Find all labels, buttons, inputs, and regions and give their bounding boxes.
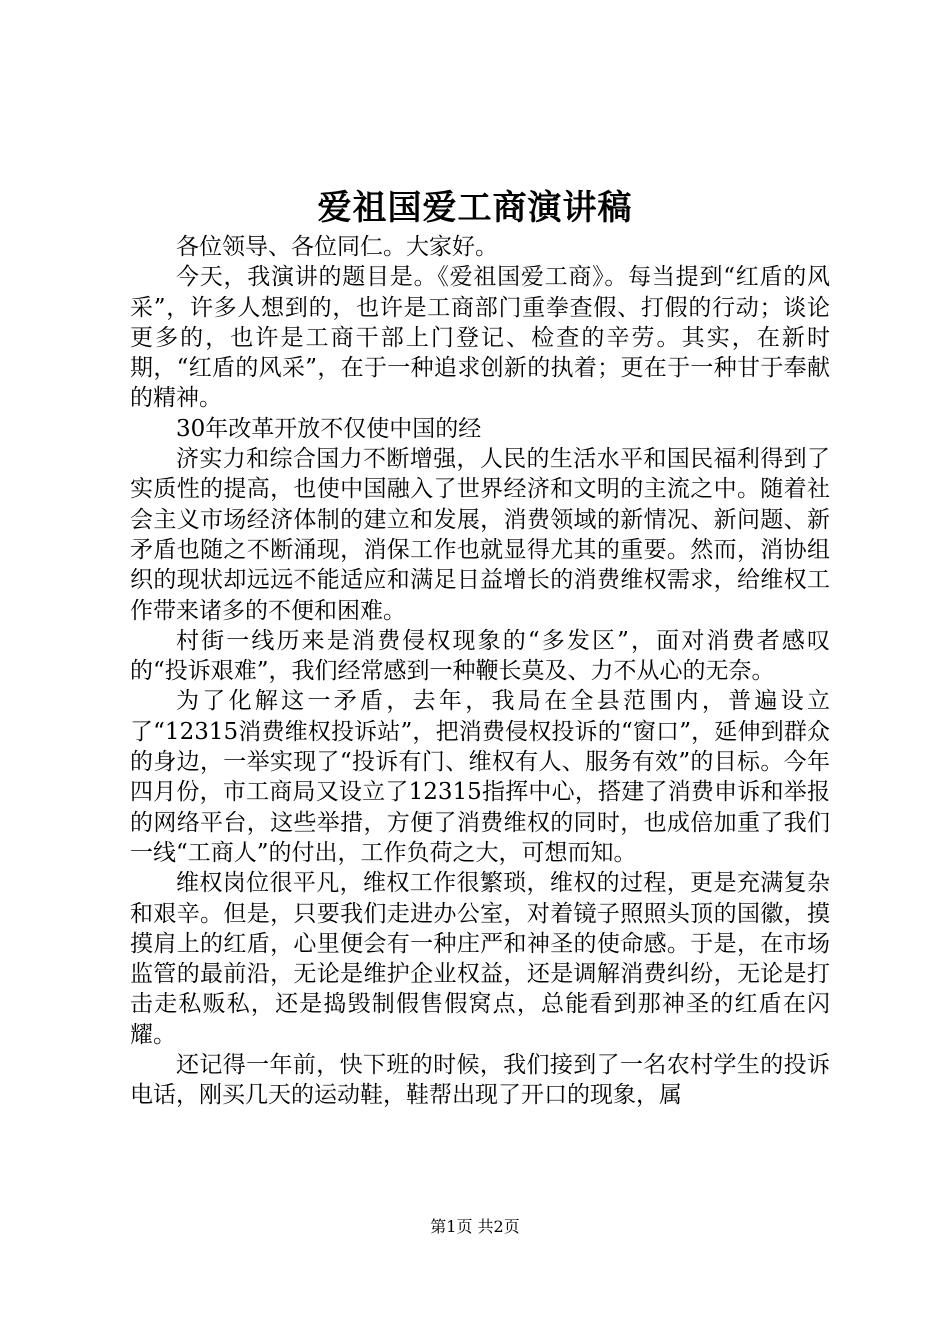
document-body <box>130 232 830 1111</box>
page-number-footer: 第1页 共2页 <box>430 1217 520 1236</box>
paragraph: 济实力和综合国力不断增强，人民的生活水平和国民福利得到了实质性的提高，也使中国融入了世界经济和文明的主流之中。随着社会主义市场经济体制的建立和发展，消费领域的新情况、新问题、新矛盾也随之不断涌现，消保工作也就显得尤其的重要。然而，消协组织的现状却远远不能适应和满足日益增长的消费维权需求，给维权工作带来诸多的不便和困难。 <box>130 446 830 624</box>
paragraph: 为了化解这一矛盾，去年，我局在全县范围内，普遍设立了“12315消费维权投诉站”，把消费侵权投诉的“窗口”，延伸到群众的身边，一举实现了“投诉有门、维权有人、服务有效”的目标。今年四月份，市工商局又设立了12315指挥中心，搭建了消费申诉和举报的网络平台，这些举措，方便了消费维权的同时，也成倍加重了我们一线“工商人”的付出，工作负荷之大，可想而知。 <box>130 688 830 866</box>
paragraph: 村街一线历来是消费侵权现象的“多发区”，面对消费者感叹的“投诉艰难”，我们经常感到一种鞭长莫及、力不从心的无奈。 <box>130 627 830 685</box>
paragraph: 维权岗位很平凡，维权工作很繁琐，维权的过程，更是充满复杂和艰辛。但是，只要我们走进办公室，对着镜子照照头顶的国徽，摸摸肩上的红盾，心里便会有一种庄严和神圣的使命感。于是，在市场监管的最前沿，无论是维护企业权益，还是调解消费纠纷，无论是打击走私贩私，还是捣毁制假售假窝点，总能看到那神圣的红盾在闪耀。 <box>130 870 830 1048</box>
paragraph: 今天，我演讲的题目是。《爱祖国爱工商》。每当提到“红盾的风采”，许多人想到的，也许是工商部门重拳查假、打假的行动；谈论更多的，也许是工商干部上门登记、检查的辛劳。其实，在新时期，“红盾的风采”，在于一种追求创新的执着；更在于一种甘于奉献的精神。 <box>130 264 830 412</box>
paragraph: 30年改革开放不仅使中国的经 <box>176 415 482 442</box>
paragraph-greeting: 各位领导、各位同仁。大家好。 <box>176 234 498 260</box>
paragraph: 还记得一年前，快下班的时候，我们接到了一名农村学生的投诉电话，刚买几天的运动鞋，鞋帮出现了开口的现象，属 <box>130 1052 830 1109</box>
document-title: 爱祖国爱工商演讲稿 <box>317 188 633 228</box>
